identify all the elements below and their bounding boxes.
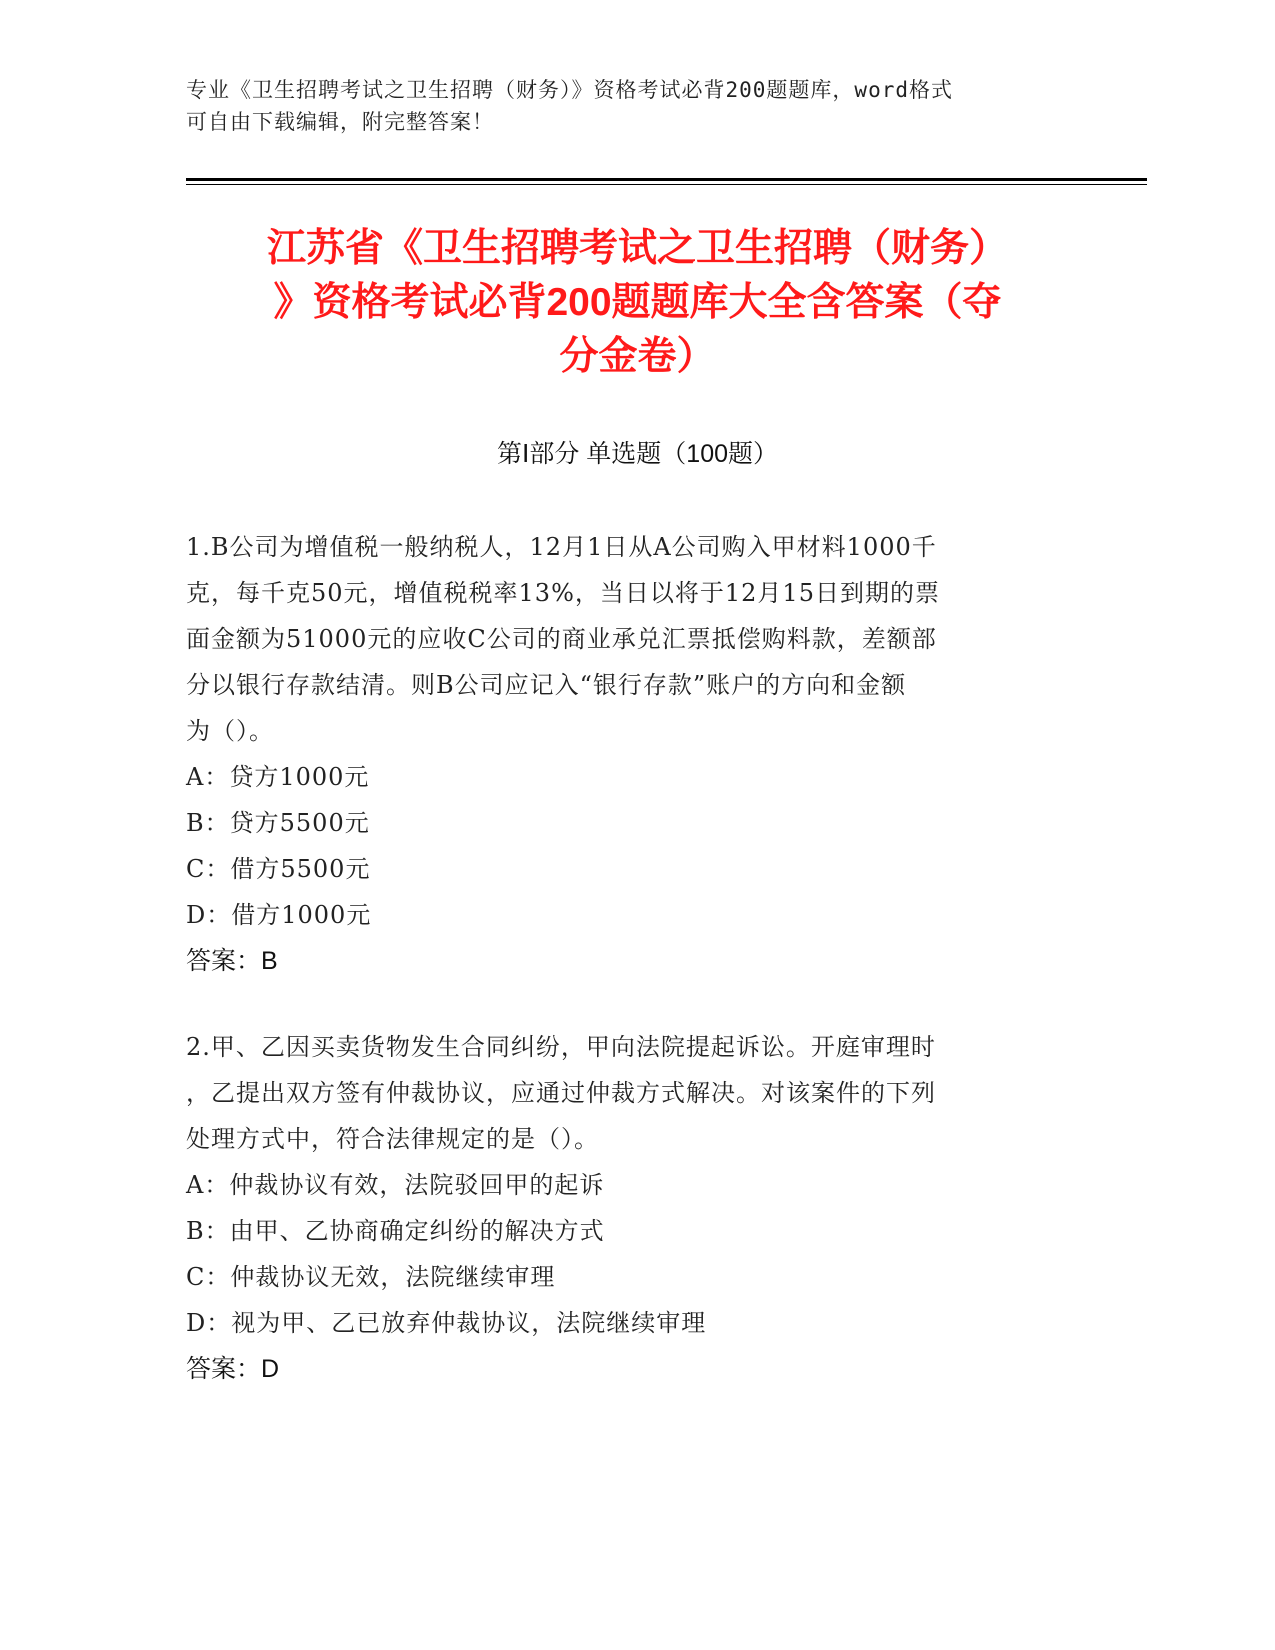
header-note <box>186 74 1066 138</box>
header-divider-thin <box>186 184 1147 185</box>
option-b: B：贷方5500元 <box>186 809 370 837</box>
question-stem-line: 处理方式中，符合法律规定的是（）。 <box>186 1125 599 1153</box>
section-heading: 第Ⅰ部分 单选题（100题） <box>496 440 779 468</box>
question-2 <box>186 1024 1066 1392</box>
question-stem-line: 1.B公司为增值税一般纳税人，12月1日从A公司购入甲材料1000千 <box>186 533 937 561</box>
question-stem-line: 克，每千克50元，增值税税率13%，当日以将于12月15日到期的票 <box>186 579 940 607</box>
option-a: A：仲裁协议有效，法院驳回甲的起诉 <box>186 1171 605 1199</box>
question-1 <box>186 524 1066 984</box>
question-stem-line: 为（）。 <box>186 717 274 745</box>
question-stem-line: 面金额为51000元的应收C公司的商业承兑汇票抵偿购料款，差额部 <box>186 625 937 653</box>
title-line: 江苏省《卫生招聘考试之卫生招聘（财务） <box>266 227 1008 270</box>
answer-label: 答案：B <box>186 947 278 975</box>
option-c: C：仲裁协议无效，法院继续审理 <box>186 1263 556 1291</box>
option-c: C：借方5500元 <box>186 855 371 883</box>
question-stem-line: ，乙提出双方签有仲裁协议，应通过仲裁方式解决。对该案件的下列 <box>186 1079 936 1107</box>
header-divider-thick <box>186 178 1147 181</box>
header-note-line: 可自由下载编辑，附完整答案！ <box>186 110 494 134</box>
option-d: D：借方1000元 <box>186 901 372 929</box>
document-title <box>150 222 1125 384</box>
answer-label: 答案：D <box>186 1355 280 1383</box>
option-a: A：贷方1000元 <box>186 763 370 791</box>
header-note-line: 专业《卫生招聘考试之卫生招聘（财务）》资格考试必背200题题库，word格式 <box>186 78 953 102</box>
option-d: D：视为甲、乙已放弃仲裁协议，法院继续审理 <box>186 1309 707 1337</box>
title-line: 分金卷） <box>559 335 716 378</box>
option-b: B：由甲、乙协商确定纠纷的解决方式 <box>186 1217 605 1245</box>
question-stem-line: 2.甲、乙因买卖货物发生合同纠纷，甲向法院提起诉讼。开庭审理时 <box>186 1033 936 1061</box>
question-stem-line: 分以银行存款结清。则B公司应记入“银行存款”账户的方向和金额 <box>186 671 907 699</box>
title-line: 》资格考试必背200题题库大全含答案（夺 <box>273 281 1002 324</box>
